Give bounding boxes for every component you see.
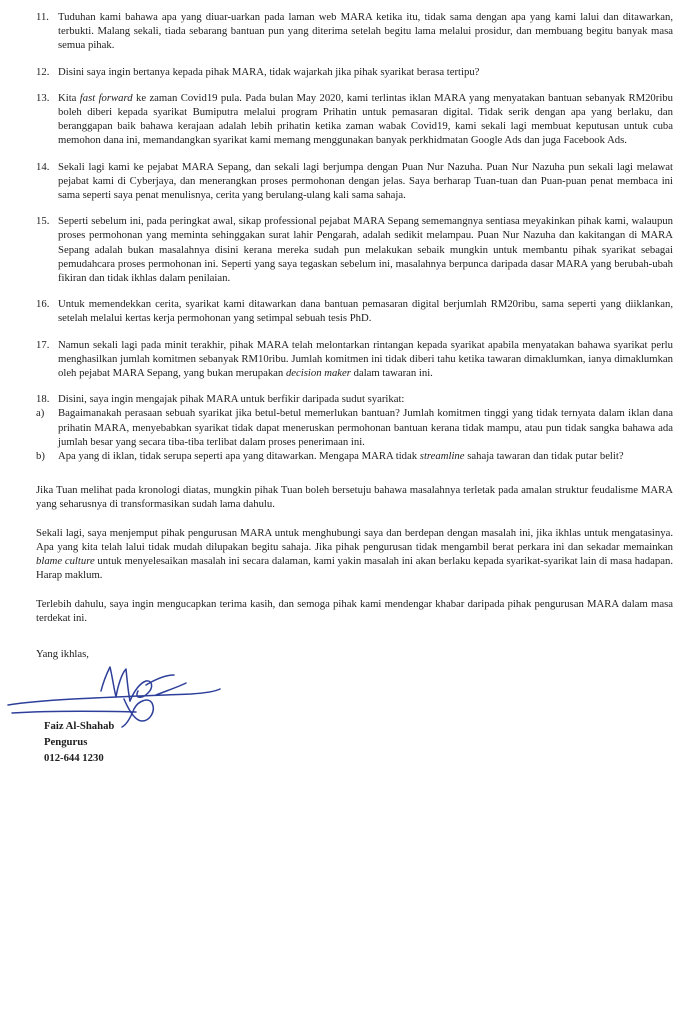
paragraph-number: 18.	[36, 393, 50, 406]
emphasis-text: streamline	[419, 450, 465, 463]
sub-item-label: a)	[36, 407, 45, 420]
sub-item-b	[36, 449, 673, 463]
paragraph-text: Disini, saya ingin mengajak pihak MARA untuk berfikir daripada sudut syarikat:	[58, 393, 405, 406]
signer-title: Pengurus	[44, 736, 88, 749]
sub-item-text: Apa yang di iklan, tidak serupa seperti apa yang ditawarkan. Mengapa MARA tidak streamline sahaja tawaran dan tidak putar belit?	[58, 450, 624, 463]
signature-block	[36, 661, 673, 781]
paragraph-12	[36, 65, 673, 79]
paragraph-number: 12.	[36, 65, 50, 78]
paragraph-number: 13.	[36, 91, 50, 104]
closing-paragraph-1: Jika Tuan melihat pada kronologi diatas, mungkin pihak Tuan boleh bersetuju bahawa masalahnya terletak pada amalan struktur feudalisme MARA yang seharusnya di transformasikan sudah lama dahulu.	[36, 484, 673, 511]
signer-phone: 012-644 1230	[44, 752, 104, 765]
paragraph-text: Untuk memendekkan cerita, syarikat kami ditawarkan dana bantuan pemasaran digital berjumlah RM20ribu, sama seperti yang diiklankan, setelah melalui kertas kerja permohonan yang setimpal sebuah tesis PhD.	[58, 298, 673, 325]
paragraph-16	[36, 297, 673, 325]
paragraph-number: 15.	[36, 215, 50, 228]
paragraph-17	[36, 338, 673, 381]
signoff: Yang ikhlas,	[36, 647, 89, 660]
paragraph-text: Seperti sebelum ini, pada peringkat awal, sikap professional pejabat MARA Sepang sememangnya sentiasa meyakinkan pihak kami, walaupun proses permohonan yang meminta sehinggakan surat lahir Pengarah, adalah sedikit melampau. Puan Nur Nazuha dan kakitangan di MARA Sepang adalah bukan masalahnya disini kerana mereka sudah pun melakukan sebaik mungkin untuk membantu pihak syarikat sebagai pemudahcara proses permohonan ini. Seperti yang saya tegaskan sebelum ini, masalahnya berpunca daripada dasar MARA yang berubah-ubah fikiran dan tidak ikhlas dalam penilaian.	[58, 215, 673, 285]
paragraph-text: Disini saya ingin bertanya kepada pihak MARA, tidak wajarkah jika pihak syarikat berasa tertipu?	[58, 65, 480, 78]
sub-item-label: b)	[36, 450, 45, 463]
paragraph-number: 14.	[36, 160, 50, 173]
paragraph-11	[36, 10, 673, 53]
paragraph-text: Namun sekali lagi pada minit terakhir, pihak MARA telah melontarkan rintangan kepada syarikat apabila menyatakan bahawa syarikat perlu menghasilkan jumlah komitmen sebanyak RM10ribu. Jumlah komitmen ini tidak diberi tahu ketika tawaran dimaklumkan, ianya dimaklumkan oleh pejabat MARA Sepang, yang bukan merupakan decision maker dalam tawaran ini.	[58, 338, 673, 380]
paragraph-number: 17.	[36, 338, 50, 351]
emphasis-text: decision maker	[285, 367, 351, 380]
paragraph-text: Tuduhan kami bahawa apa yang diuar-uarkan pada laman web MARA ketika itu, tidak sama dengan apa yang kami lalui dan ditawarkan, terbukti. Malang sekali, tiada sebarang bantuan pun yang diterima setelah begitu lama melalui prosidur, dan membuang begitu banyak masa semua pihak.	[58, 11, 673, 52]
closing-paragraph-3: Terlebih dahulu, saya ingin mengucapkan terima kasih, dan semoga pihak kami mendengar khabar daripada pihak pengurusan MARA dalam masa terdekat ini.	[36, 597, 673, 624]
handwritten-signature-icon	[6, 661, 236, 731]
paragraph-number: 16.	[36, 298, 50, 311]
emphasis-text: blame culture	[36, 555, 95, 568]
sub-item-a	[36, 406, 673, 449]
paragraph-text: Sekali lagi kami ke pejabat MARA Sepang, dan sekali lagi berjumpa dengan Puan Nur Nazuha. Puan Nur Nazuha pun sekali lagi melawat pejabat kami di Cyberjaya, dan menerangkan proses permohonan dengan jelas. Saya berharap Tuan-tuan dan Puan-puan penat membaca ini sama seperti saya penat menulisnya, cerita yang berulang-ulang kali sama sahaja.	[58, 160, 673, 202]
emphasis-text: fast forward	[79, 91, 133, 104]
paragraph-13	[36, 91, 673, 148]
sub-item-text: Bagaimanakah perasaan sebuah syarikat jika betul-betul memerlukan bantuan? Jumlah komitmen tinggi yang tidak ternyata dalam iklan dana prihatin MARA, menyebabkan syarikat tidak dapat meneruskan permohonan bantuan kerana tidak mampu, atau pun tidak sangka bahawa ada jumlah besar yang secara tiba-tiba terlibat dalam proses penerimaan ini.	[58, 407, 673, 448]
closing-paragraph-2: Sekali lagi, saya menjemput pihak pengurusan MARA untuk menghubungi saya dan berdepan dengan masalah ini, jika ikhlas untuk mengatasinya. Apa yang kita telah lalui tidak mudah dilupakan begitu sahaja. Jika pihak pengurusan tidak mengambil berat perkara ini dan sekadar memainkan blame culture untuk menyelesaikan masalah ini secara dalaman, kami yakin masalah ini akan berlaku kepada syarikat-syarikat lain di masa hadapan. Harap maklum.	[36, 526, 673, 582]
paragraph-number: 11.	[36, 11, 49, 23]
paragraph-14	[36, 160, 673, 203]
signer-name: Faiz Al-Shahab	[44, 720, 115, 733]
paragraph-18	[36, 392, 673, 406]
paragraph-15	[36, 214, 673, 285]
paragraph-text: Kita fast forward ke zaman Covid19 pula. Pada bulan May 2020, kami terlintas iklan MARA yang menyatakan bantuan sebanyak RM20ribu boleh diberi kepada syarikat Bumiputra melalui program Prihatin untuk pemasaran digital. Tidak serik dengan apa yang berlaku, dan beranggapan baik bahawa kerajaan adalah lebih prihatin ketika zaman wabak Covid19, kami sekali lagi membuat keputusan untuk cuba memohon dana ini, memandangkan syarikat kami memang menggunakan banyak perkhidmatan Google Ads dan juga Facebook Ads.	[58, 91, 673, 147]
